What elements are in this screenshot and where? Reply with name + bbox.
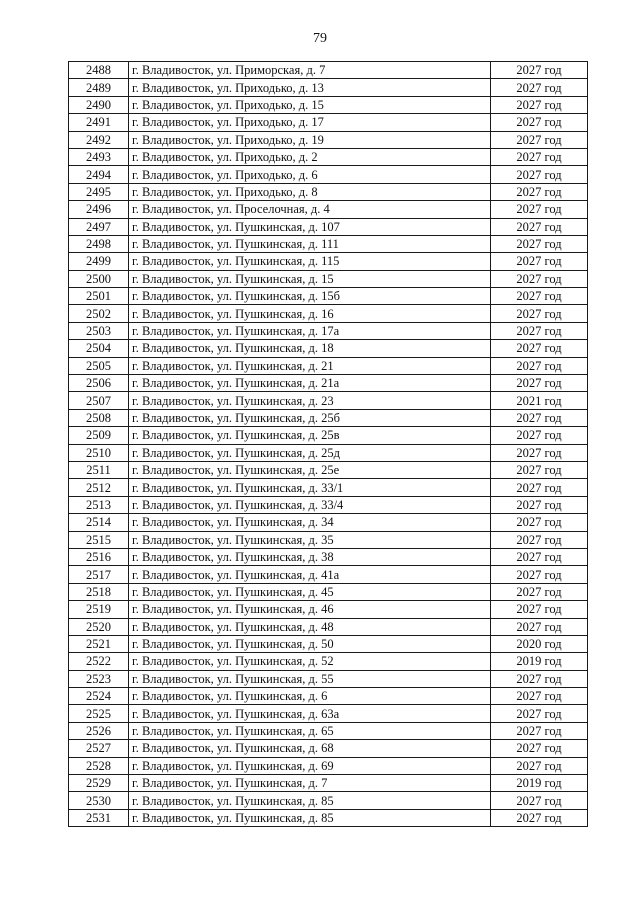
address-cell: г. Владивосток, ул. Пушкинская, д. 63а bbox=[129, 705, 491, 722]
table-row bbox=[69, 392, 588, 409]
table-row bbox=[69, 427, 588, 444]
year-cell: 2027 год bbox=[491, 375, 588, 392]
row-number-cell: 2495 bbox=[69, 183, 129, 200]
row-number-cell: 2527 bbox=[69, 740, 129, 757]
row-number-cell: 2500 bbox=[69, 270, 129, 287]
address-cell: г. Владивосток, ул. Пушкинская, д. 85 bbox=[129, 809, 491, 826]
year-cell: 2027 год bbox=[491, 583, 588, 600]
year-cell: 2027 год bbox=[491, 183, 588, 200]
address-cell: г. Владивосток, ул. Проселочная, д. 4 bbox=[129, 201, 491, 218]
table-row bbox=[69, 131, 588, 148]
row-number-cell: 2516 bbox=[69, 548, 129, 565]
table-row bbox=[69, 62, 588, 79]
row-number-cell: 2511 bbox=[69, 461, 129, 478]
year-cell: 2027 год bbox=[491, 409, 588, 426]
table-row bbox=[69, 705, 588, 722]
table-row bbox=[69, 114, 588, 131]
row-number-cell: 2514 bbox=[69, 514, 129, 531]
year-cell: 2027 год bbox=[491, 461, 588, 478]
address-cell: г. Владивосток, ул. Пушкинская, д. 17а bbox=[129, 322, 491, 339]
row-number-cell: 2496 bbox=[69, 201, 129, 218]
year-cell: 2019 год bbox=[491, 775, 588, 792]
table-row bbox=[69, 479, 588, 496]
table-row bbox=[69, 79, 588, 96]
row-number-cell: 2520 bbox=[69, 618, 129, 635]
table-row bbox=[69, 635, 588, 652]
year-cell: 2027 год bbox=[491, 514, 588, 531]
address-cell: г. Владивосток, ул. Приходько, д. 2 bbox=[129, 148, 491, 165]
table-row bbox=[69, 688, 588, 705]
address-cell: г. Владивосток, ул. Пушкинская, д. 69 bbox=[129, 757, 491, 774]
address-cell: г. Владивосток, ул. Пушкинская, д. 7 bbox=[129, 775, 491, 792]
year-cell: 2027 год bbox=[491, 305, 588, 322]
table-row bbox=[69, 548, 588, 565]
row-number-cell: 2513 bbox=[69, 496, 129, 513]
table-row bbox=[69, 496, 588, 513]
address-cell: г. Владивосток, ул. Пушкинская, д. 15 bbox=[129, 270, 491, 287]
address-cell: г. Владивосток, ул. Приходько, д. 19 bbox=[129, 131, 491, 148]
address-cell: г. Владивосток, ул. Пушкинская, д. 68 bbox=[129, 740, 491, 757]
address-cell: г. Владивосток, ул. Пушкинская, д. 45 bbox=[129, 583, 491, 600]
table-row bbox=[69, 201, 588, 218]
table-row bbox=[69, 218, 588, 235]
row-number-cell: 2508 bbox=[69, 409, 129, 426]
year-cell: 2027 год bbox=[491, 566, 588, 583]
table-row bbox=[69, 583, 588, 600]
table-row bbox=[69, 809, 588, 826]
address-cell: г. Владивосток, ул. Пушкинская, д. 111 bbox=[129, 235, 491, 252]
row-number-cell: 2491 bbox=[69, 114, 129, 131]
address-cell: г. Владивосток, ул. Пушкинская, д. 48 bbox=[129, 618, 491, 635]
address-cell: г. Владивосток, ул. Пушкинская, д. 107 bbox=[129, 218, 491, 235]
address-cell: г. Владивосток, ул. Пушкинская, д. 55 bbox=[129, 670, 491, 687]
registry-table-body bbox=[69, 62, 588, 827]
row-number-cell: 2528 bbox=[69, 757, 129, 774]
address-cell: г. Владивосток, ул. Пушкинская, д. 25в bbox=[129, 427, 491, 444]
year-cell: 2027 год bbox=[491, 218, 588, 235]
year-cell: 2027 год bbox=[491, 357, 588, 374]
year-cell: 2027 год bbox=[491, 548, 588, 565]
table-row bbox=[69, 288, 588, 305]
year-cell: 2027 год bbox=[491, 601, 588, 618]
row-number-cell: 2517 bbox=[69, 566, 129, 583]
page-number: 79 bbox=[313, 31, 327, 46]
row-number-cell: 2510 bbox=[69, 444, 129, 461]
year-cell: 2027 год bbox=[491, 444, 588, 461]
table-row bbox=[69, 409, 588, 426]
year-cell: 2027 год bbox=[491, 688, 588, 705]
year-cell: 2027 год bbox=[491, 340, 588, 357]
row-number-cell: 2506 bbox=[69, 375, 129, 392]
address-cell: г. Владивосток, ул. Приходько, д. 15 bbox=[129, 96, 491, 113]
table-row bbox=[69, 566, 588, 583]
table-row bbox=[69, 322, 588, 339]
address-cell: г. Владивосток, ул. Пушкинская, д. 34 bbox=[129, 514, 491, 531]
address-cell: г. Владивосток, ул. Приморская, д. 7 bbox=[129, 62, 491, 79]
row-number-cell: 2530 bbox=[69, 792, 129, 809]
year-cell: 2027 год bbox=[491, 322, 588, 339]
table-row bbox=[69, 305, 588, 322]
year-cell: 2027 год bbox=[491, 235, 588, 252]
address-cell: г. Владивосток, ул. Пушкинская, д. 52 bbox=[129, 653, 491, 670]
table-row bbox=[69, 375, 588, 392]
row-number-cell: 2525 bbox=[69, 705, 129, 722]
row-number-cell: 2522 bbox=[69, 653, 129, 670]
address-cell: г. Владивосток, ул. Пушкинская, д. 65 bbox=[129, 722, 491, 739]
table-row bbox=[69, 531, 588, 548]
address-cell: г. Владивосток, ул. Приходько, д. 6 bbox=[129, 166, 491, 183]
year-cell: 2027 год bbox=[491, 670, 588, 687]
year-cell: 2027 год bbox=[491, 479, 588, 496]
year-cell: 2027 год bbox=[491, 201, 588, 218]
year-cell: 2027 год bbox=[491, 792, 588, 809]
address-cell: г. Владивосток, ул. Пушкинская, д. 50 bbox=[129, 635, 491, 652]
row-number-cell: 2499 bbox=[69, 253, 129, 270]
address-cell: г. Владивосток, ул. Приходько, д. 8 bbox=[129, 183, 491, 200]
address-cell: г. Владивосток, ул. Пушкинская, д. 33/1 bbox=[129, 479, 491, 496]
year-cell: 2027 год bbox=[491, 96, 588, 113]
table-row bbox=[69, 740, 588, 757]
table-row bbox=[69, 757, 588, 774]
year-cell: 2027 год bbox=[491, 705, 588, 722]
table-row bbox=[69, 792, 588, 809]
year-cell: 2027 год bbox=[491, 253, 588, 270]
address-cell: г. Владивосток, ул. Пушкинская, д. 23 bbox=[129, 392, 491, 409]
address-cell: г. Владивосток, ул. Пушкинская, д. 15б bbox=[129, 288, 491, 305]
year-cell: 2027 год bbox=[491, 618, 588, 635]
row-number-cell: 2519 bbox=[69, 601, 129, 618]
table-row bbox=[69, 183, 588, 200]
year-cell: 2027 год bbox=[491, 757, 588, 774]
table-row bbox=[69, 670, 588, 687]
row-number-cell: 2497 bbox=[69, 218, 129, 235]
year-cell: 2027 год bbox=[491, 270, 588, 287]
row-number-cell: 2501 bbox=[69, 288, 129, 305]
year-cell: 2027 год bbox=[491, 722, 588, 739]
row-number-cell: 2493 bbox=[69, 148, 129, 165]
address-cell: г. Владивосток, ул. Приходько, д. 13 bbox=[129, 79, 491, 96]
address-cell: г. Владивосток, ул. Пушкинская, д. 16 bbox=[129, 305, 491, 322]
row-number-cell: 2498 bbox=[69, 235, 129, 252]
row-number-cell: 2521 bbox=[69, 635, 129, 652]
table-row bbox=[69, 601, 588, 618]
row-number-cell: 2531 bbox=[69, 809, 129, 826]
year-cell: 2027 год bbox=[491, 79, 588, 96]
table-row bbox=[69, 357, 588, 374]
address-cell: г. Владивосток, ул. Пушкинская, д. 25е bbox=[129, 461, 491, 478]
year-cell: 2019 год bbox=[491, 653, 588, 670]
year-cell: 2027 год bbox=[491, 531, 588, 548]
address-cell: г. Владивосток, ул. Пушкинская, д. 85 bbox=[129, 792, 491, 809]
address-cell: г. Владивосток, ул. Пушкинская, д. 46 bbox=[129, 601, 491, 618]
year-cell: 2027 год bbox=[491, 166, 588, 183]
address-cell: г. Владивосток, ул. Пушкинская, д. 6 bbox=[129, 688, 491, 705]
row-number-cell: 2502 bbox=[69, 305, 129, 322]
year-cell: 2027 год bbox=[491, 131, 588, 148]
year-cell: 2027 год bbox=[491, 427, 588, 444]
table-row bbox=[69, 722, 588, 739]
row-number-cell: 2492 bbox=[69, 131, 129, 148]
address-cell: г. Владивосток, ул. Пушкинская, д. 21а bbox=[129, 375, 491, 392]
table-row bbox=[69, 461, 588, 478]
year-cell: 2027 год bbox=[491, 148, 588, 165]
table-row bbox=[69, 270, 588, 287]
address-cell: г. Владивосток, ул. Пушкинская, д. 33/4 bbox=[129, 496, 491, 513]
year-cell: 2027 год bbox=[491, 288, 588, 305]
table-row bbox=[69, 444, 588, 461]
row-number-cell: 2503 bbox=[69, 322, 129, 339]
row-number-cell: 2504 bbox=[69, 340, 129, 357]
row-number-cell: 2509 bbox=[69, 427, 129, 444]
address-cell: г. Владивосток, ул. Приходько, д. 17 bbox=[129, 114, 491, 131]
address-cell: г. Владивосток, ул. Пушкинская, д. 21 bbox=[129, 357, 491, 374]
address-cell: г. Владивосток, ул. Пушкинская, д. 38 bbox=[129, 548, 491, 565]
registry-table bbox=[68, 61, 588, 827]
row-number-cell: 2490 bbox=[69, 96, 129, 113]
address-cell: г. Владивосток, ул. Пушкинская, д. 35 bbox=[129, 531, 491, 548]
address-cell: г. Владивосток, ул. Пушкинская, д. 25д bbox=[129, 444, 491, 461]
address-cell: г. Владивосток, ул. Пушкинская, д. 41а bbox=[129, 566, 491, 583]
year-cell: 2020 год bbox=[491, 635, 588, 652]
row-number-cell: 2505 bbox=[69, 357, 129, 374]
row-number-cell: 2515 bbox=[69, 531, 129, 548]
row-number-cell: 2512 bbox=[69, 479, 129, 496]
row-number-cell: 2494 bbox=[69, 166, 129, 183]
year-cell: 2021 год bbox=[491, 392, 588, 409]
year-cell: 2027 год bbox=[491, 114, 588, 131]
year-cell: 2027 год bbox=[491, 740, 588, 757]
year-cell: 2027 год bbox=[491, 62, 588, 79]
row-number-cell: 2518 bbox=[69, 583, 129, 600]
table-row bbox=[69, 166, 588, 183]
row-number-cell: 2524 bbox=[69, 688, 129, 705]
row-number-cell: 2489 bbox=[69, 79, 129, 96]
table-row bbox=[69, 775, 588, 792]
year-cell: 2027 год bbox=[491, 809, 588, 826]
table-row bbox=[69, 148, 588, 165]
address-cell: г. Владивосток, ул. Пушкинская, д. 25б bbox=[129, 409, 491, 426]
table-row bbox=[69, 618, 588, 635]
row-number-cell: 2529 bbox=[69, 775, 129, 792]
address-cell: г. Владивосток, ул. Пушкинская, д. 18 bbox=[129, 340, 491, 357]
row-number-cell: 2526 bbox=[69, 722, 129, 739]
table-row bbox=[69, 235, 588, 252]
row-number-cell: 2523 bbox=[69, 670, 129, 687]
row-number-cell: 2488 bbox=[69, 62, 129, 79]
year-cell: 2027 год bbox=[491, 496, 588, 513]
table-row bbox=[69, 514, 588, 531]
table-row bbox=[69, 653, 588, 670]
table-row bbox=[69, 96, 588, 113]
row-number-cell: 2507 bbox=[69, 392, 129, 409]
table-row bbox=[69, 253, 588, 270]
address-cell: г. Владивосток, ул. Пушкинская, д. 115 bbox=[129, 253, 491, 270]
table-row bbox=[69, 340, 588, 357]
